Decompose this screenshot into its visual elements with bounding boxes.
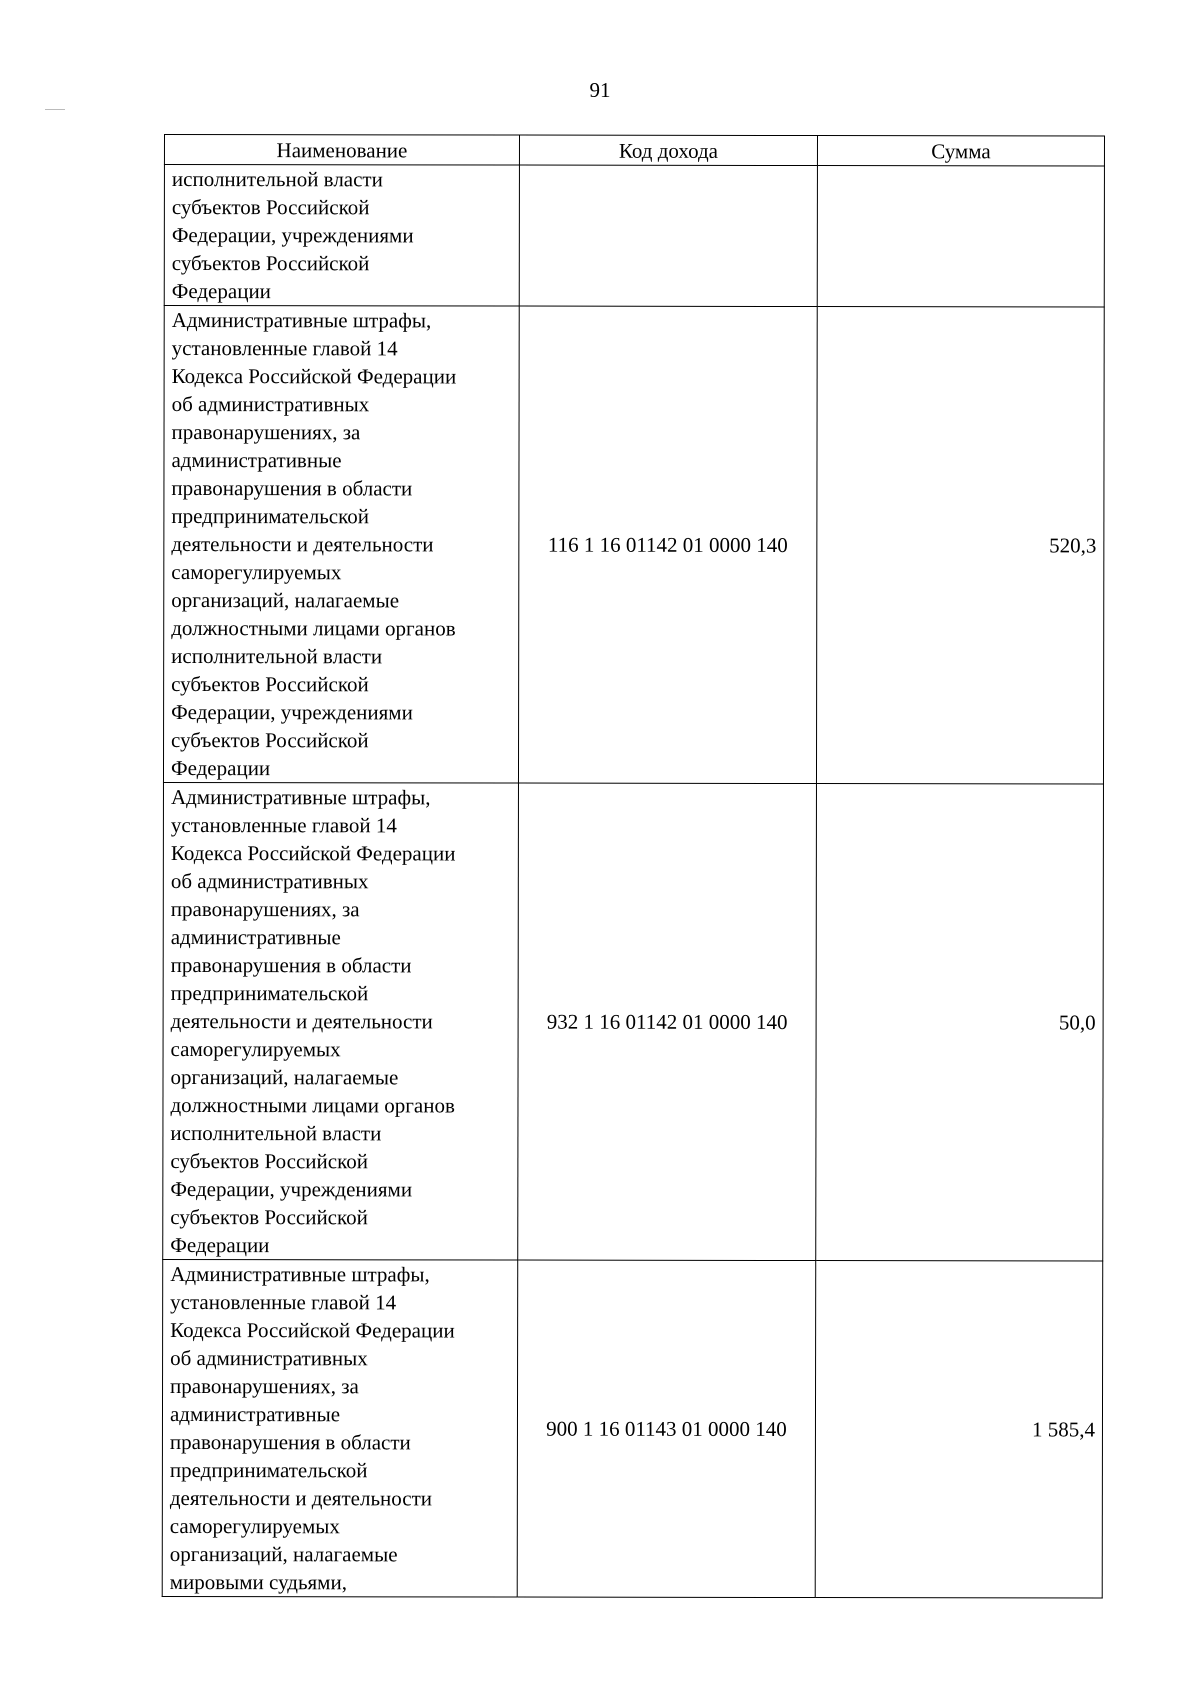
table-row: [164, 165, 1104, 307]
table-body: [162, 165, 1104, 1598]
row-name-line: саморегулируемых: [171, 560, 342, 585]
row-name-line: должностными лицами органов: [170, 1093, 455, 1118]
row-name-line: субъектов Российской: [171, 728, 369, 753]
row-name-line: правонарушения в области: [169, 1430, 411, 1455]
header-name: Наименование: [164, 135, 519, 166]
row-name-line: предпринимательской: [170, 981, 369, 1006]
row-name-line: правонарушениях, за: [170, 897, 360, 922]
row-name-line: деятельности и деятельности: [169, 1486, 433, 1511]
header-sum: Сумма: [817, 136, 1104, 166]
row-name-line: субъектов Российской: [170, 1149, 368, 1174]
row-name-line: предпринимательской: [171, 504, 370, 529]
row-name-line: установленные главой 14: [170, 813, 397, 838]
row-name-line: административные: [171, 448, 342, 473]
row-name-line: Кодекса Российской Федерации: [171, 364, 457, 389]
row-name-line: Федерации: [170, 756, 271, 781]
table-row: [163, 783, 1104, 1261]
row-name-cell: [164, 165, 519, 307]
row-name-line: Федерации: [171, 279, 271, 304]
row-sum-cell: [817, 166, 1104, 307]
row-name-line: правонарушениях, за: [171, 420, 361, 445]
row-name-line: организаций, налагаемые: [171, 588, 400, 613]
row-name-line: исполнительной власти: [171, 167, 383, 192]
row-name-line: саморегулируемых: [170, 1037, 341, 1062]
row-name-line: должностными лицами органов: [171, 616, 456, 641]
row-name-line: Кодекса Российской Федерации: [170, 1318, 455, 1343]
row-name-line: Федерации, учреждениями: [171, 700, 413, 725]
table-row: [162, 1259, 1103, 1597]
row-name-line: Федерации, учреждениями: [171, 223, 414, 248]
row-name-line: Административные штрафы,: [170, 785, 431, 810]
row-name-line: мировыми судьями,: [169, 1570, 347, 1595]
row-name-cell: [162, 1259, 518, 1597]
row-name-line: деятельности и деятельности: [171, 532, 434, 557]
row-name-line: административные: [170, 925, 341, 950]
row-name-line: саморегулируемых: [169, 1514, 340, 1539]
row-sum-cell: 1 585,4: [815, 1261, 1103, 1598]
table-header-row: [164, 135, 1104, 166]
row-name-line: предпринимательской: [169, 1458, 368, 1483]
row-sum-cell: 520,3: [816, 307, 1104, 784]
row-name-line: исполнительной власти: [170, 1121, 382, 1146]
row-name-line: субъектов Российской: [171, 195, 370, 220]
row-name-line: субъектов Российской: [171, 251, 370, 276]
row-name-line: исполнительной власти: [171, 644, 383, 669]
row-name-line: об административных: [170, 869, 369, 894]
revenue-table: [162, 134, 1105, 1598]
row-name-line: Федерации, учреждениями: [170, 1177, 413, 1202]
row-name-line: правонарушениях, за: [170, 1374, 359, 1399]
row-name-line: об административных: [171, 392, 370, 417]
row-code-cell: [519, 165, 817, 306]
table-row: [163, 306, 1104, 784]
header-code: Код дохода: [519, 135, 817, 165]
row-name-cell: [163, 783, 519, 1261]
row-name-line: субъектов Российской: [171, 672, 369, 697]
row-name-line: об административных: [170, 1346, 368, 1371]
row-name-cell: [163, 306, 519, 784]
row-sum-cell: 50,0: [816, 784, 1104, 1261]
row-name-line: Административные штрафы,: [170, 1262, 430, 1287]
row-name-line: установленные главой 14: [170, 1290, 397, 1315]
row-name-line: Административные штрафы,: [171, 308, 432, 333]
margin-mark: [45, 109, 65, 110]
row-name-line: правонарушения в области: [170, 953, 412, 978]
row-name-line: административные: [169, 1402, 341, 1427]
row-code-cell: 932 1 16 01142 01 0000 140: [518, 783, 817, 1260]
row-name-line: организаций, налагаемые: [169, 1542, 398, 1567]
row-name-line: организаций, налагаемые: [170, 1065, 399, 1090]
row-name-line: субъектов Российской: [170, 1205, 368, 1230]
row-code-cell: 900 1 16 01143 01 0000 140: [517, 1260, 816, 1597]
row-name-line: Кодекса Российской Федерации: [170, 841, 456, 866]
page-number: 91: [589, 78, 611, 102]
row-name-line: правонарушения в области: [171, 476, 413, 501]
row-name-line: Федерации: [170, 1233, 270, 1258]
row-code-cell: 116 1 16 01142 01 0000 140: [518, 306, 817, 783]
row-name-line: установленные главой 14: [171, 336, 398, 361]
row-name-line: деятельности и деятельности: [170, 1009, 433, 1034]
